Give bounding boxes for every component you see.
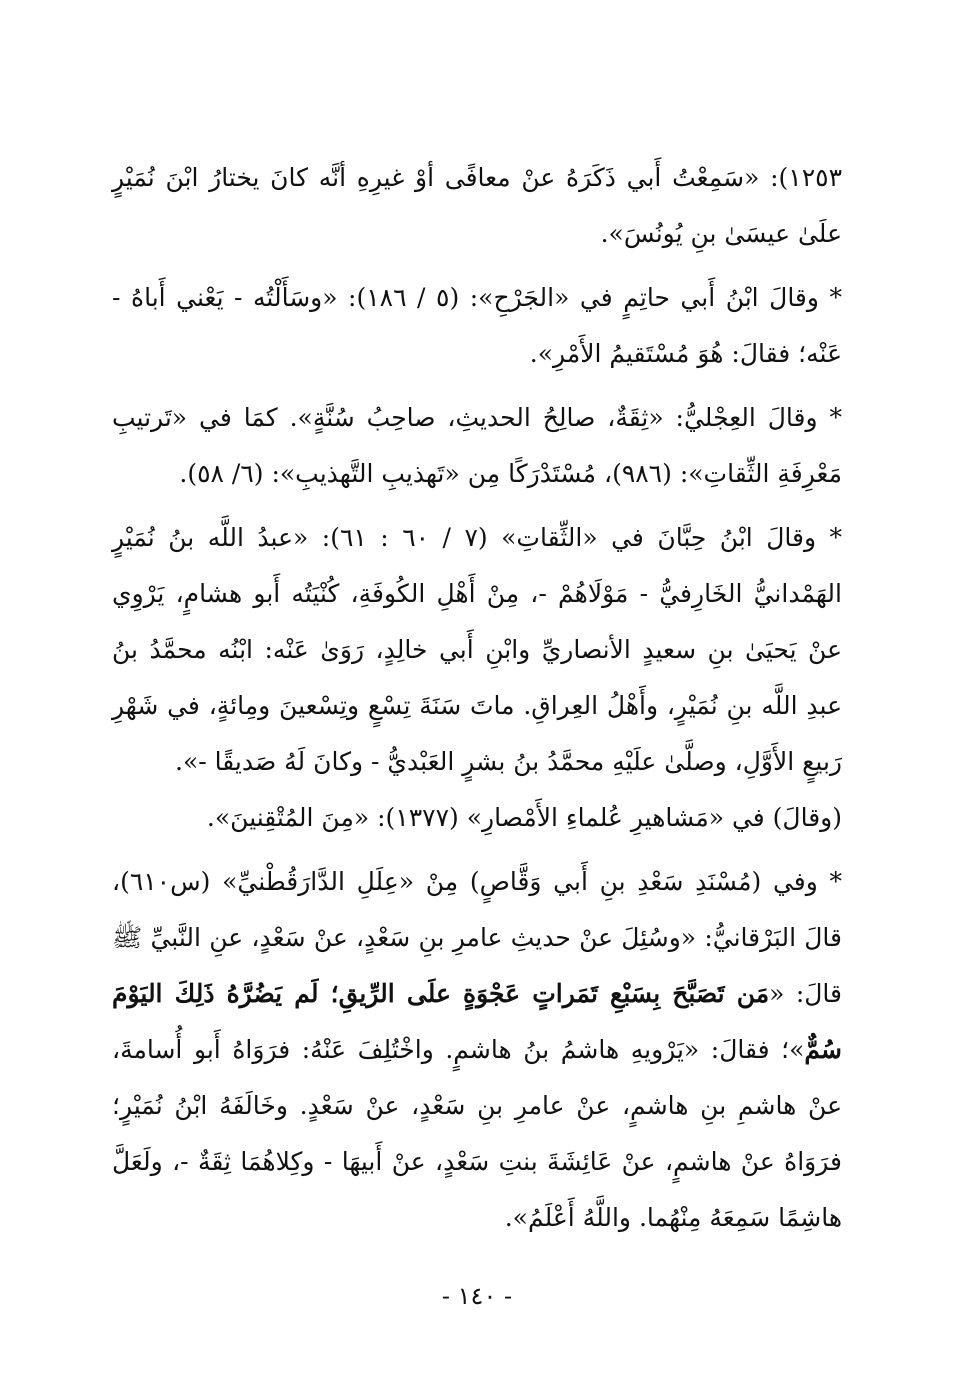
daraqutni-paragraph	[112, 854, 842, 1246]
page-number: - ١٤٠ -	[441, 1282, 513, 1310]
page-body	[112, 150, 842, 1246]
ibn-abi-hatim-paragraph: * وقالَ ابْنُ أَبي حاتِمٍ في «الجَرْحِ»: (٥ / ١٨٦): «وسَأَلْتُه - يَعْني أَباهُ - عَنْه؛ فقالَ: هُوَ مُسْتَقيمُ الأَمْرِ».	[112, 283, 842, 368]
hadith-matn: مَن تَصَبَّحَ بِسَبْعِ تَمَراتٍ عَجْوَةٍ علَى الرِّيقِ؛ لَم يَضُرَّهُ ذَلِكَ اليَوْمَ سُمٌّ	[112, 979, 842, 1064]
daraqutni-text-before: * وفي (مُسْنَدِ سَعْدِ بنِ أَبي وَقَّاصٍ) مِنْ «عِلَلِ الدَّارَقُطْنيِّ» (س٦١٠)، قالَ البَرْقانيُّ: «وسُئِلَ عنْ حديثِ عامرِ بنِ سَعْدٍ، عنْ سَعْدٍ، عنِ النَّبيِّ ﷺ قالَ: «	[112, 867, 842, 1008]
ijli-paragraph: * وقالَ العِجْليُّ: «ثِقَةٌ، صالِحُ الحديثِ، صاحِبُ سُنَّةٍ». كمَا في «تَرتيبِ مَعْرِفَةِ الثِّقاتِ»: (٩٨٦)، مُسْتَدْرَكًا مِن «تَهذيبِ التَّهذيبِ»: (٦/ ٥٨).	[112, 403, 842, 488]
entry-paragraph: ١٢٥٣): «سَمِعْتُ أَبي ذَكَرَهُ عنْ معافًى أوْ غيرِهِ أنَّه كانَ يختارُ ابْنَ نُمَيْرٍ علَىٰ عيسَىٰ بنِ يُونُسَ».	[112, 163, 842, 248]
mashahir-paragraph: (وقالَ) في «مَشاهيرِ عُلماءِ الأَمْصارِ» (١٣٧٧): «مِنَ المُتْقِنينَ».	[206, 803, 842, 832]
ibn-hibban-paragraph: * وقالَ ابْنُ حِبَّانَ في «الثِّقاتِ» (٧ / ٦٠ : ٦١): «عبدُ اللَّه بنُ نُمَيْرٍ الهَمْدانيُّ الخَارِفيُّ - مَوْلَاهُمْ -، مِنْ أَهْلِ الكُوفَةِ، كُنْيَتُه أَبو هشامٍ، يَرْوِي عنْ يَحيَىٰ بنِ سعيدٍ الأنصاريِّ وابْنِ أَبي خالِدٍ، رَوَىٰ عَنْه: ابْنُه محمَّدُ بنُ عبدِ اللَّه بنِ نُمَيْرٍ، وأَهْلُ العِراقِ. ماتَ سَنَةَ تِسْعٍ وتِسْعينَ ومِائةٍ، في شَهْرِ رَبيعٍ الأَوَّلِ، وصلَّىٰ علَيْهِ محمَّدُ بنُ بشرٍ العَبْديُّ - وكانَ لَهُ صَديقًا -».	[112, 523, 843, 776]
daraqutni-text-after: »؛ فقالَ: «يَرْويهِ هاشمُ بنُ هاشمٍ. واخْتُلِفَ عَنْهُ: فرَوَاهُ أَبو أُسامةَ، عنْ هاشمِ بنِ هاشمٍ، عنْ عامرِ بنِ سَعْدٍ، عنْ سَعْدٍ. وخَالَفَهُ ابْنُ نُمَيْرٍ؛ فرَوَاهُ عنْ هاشمٍ، عنْ عَائِشَةَ بنتِ سَعْدٍ، عنْ أَبيهَا - وكِلاهُمَا ثِقَةٌ -، ولَعَلَّ هاشِمًا سَمِعَهُ مِنْهُما. واللَّهُ أَعْلَمُ».	[112, 1035, 842, 1232]
